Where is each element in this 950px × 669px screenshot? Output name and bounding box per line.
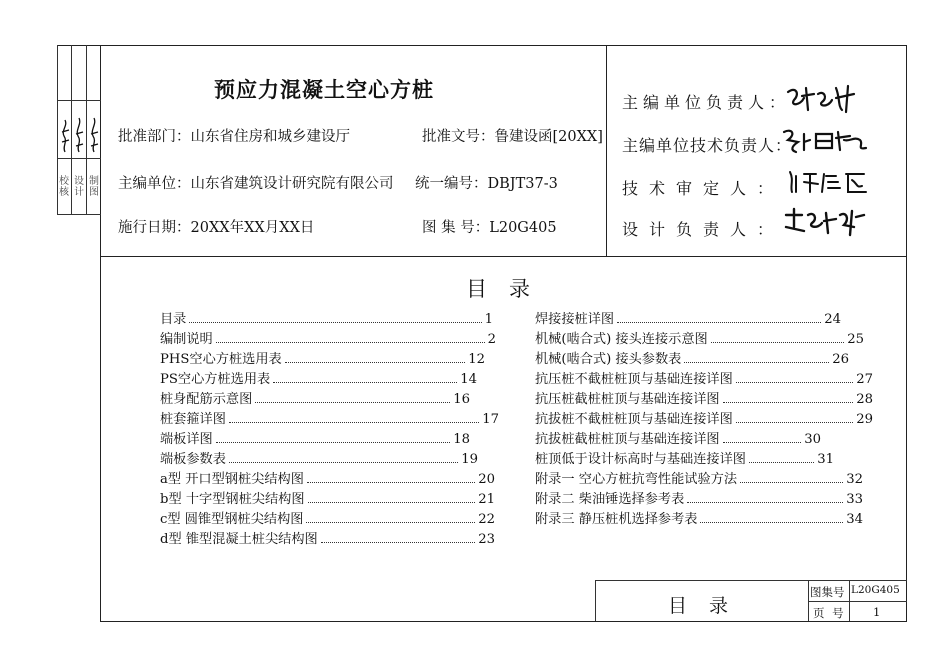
- toc-item-page: 28: [856, 392, 873, 407]
- toc-item-label: 机械(啮合式) 接头连接示意图: [535, 332, 708, 347]
- toc-item-label: 端板参数表: [160, 452, 226, 467]
- toc-item-page: 29: [856, 412, 873, 427]
- toc-item[interactable]: [535, 391, 873, 409]
- toc-item-page: 16: [453, 392, 470, 407]
- toc-leader: [723, 442, 802, 443]
- header-divider: [100, 256, 907, 257]
- toc-item-page: 18: [453, 432, 470, 447]
- toc-item-label: 目录: [160, 312, 187, 327]
- toc-item-page: 34: [846, 512, 863, 527]
- toc-item-page: 20: [478, 472, 495, 487]
- footer-atlas-label: 图集号: [810, 585, 845, 599]
- toc-item[interactable]: [160, 331, 496, 349]
- toc-item-page: 30: [804, 432, 821, 447]
- footer-page-value: 1: [873, 605, 881, 619]
- toc-leader: [736, 422, 853, 423]
- toc-item-label: 附录一 空心方桩抗弯性能试验方法: [535, 472, 738, 487]
- toc-leader: [684, 362, 829, 363]
- resp-chief-unit-label: 主编单位负责人：: [622, 93, 791, 112]
- frame-top: [57, 45, 907, 46]
- toc-item[interactable]: [535, 371, 873, 389]
- toc-leader: [229, 422, 479, 423]
- toc-item-page: 27: [856, 372, 873, 387]
- toc-item[interactable]: [535, 351, 849, 369]
- toc-item-label: b型 十字型钢桩尖结构图: [160, 492, 305, 507]
- toc-item-label: PS空心方桩选用表: [160, 372, 271, 387]
- toc-item-page: 32: [846, 472, 863, 487]
- frame-right: [906, 45, 907, 622]
- toc-item-page: 23: [478, 532, 495, 547]
- toc-item[interactable]: [160, 491, 495, 509]
- toc-item-label: 抗压桩截桩桩顶与基础连接详图: [535, 392, 720, 407]
- toc-leader: [740, 482, 843, 483]
- toc-item-page: 24: [824, 312, 841, 327]
- toc-item-page: 14: [460, 372, 477, 387]
- effective-date: 施行日期：20XX年XX月XX日: [118, 220, 315, 236]
- toc-leader: [189, 322, 481, 323]
- sidebar-row-1: [57, 100, 101, 101]
- toc-item[interactable]: [535, 451, 834, 469]
- toc-item[interactable]: [160, 351, 485, 369]
- toc-leader: [711, 342, 844, 343]
- toc-item-label: d型 锥型混凝土桩尖结构图: [160, 532, 318, 547]
- toc-leader: [273, 382, 457, 383]
- toc-leader: [216, 442, 450, 443]
- toc-item-page: 2: [487, 332, 496, 347]
- footer-top-line: [595, 580, 907, 581]
- sidebar-label-design: 设计: [74, 176, 84, 198]
- toc-leader: [308, 502, 476, 503]
- toc-leader: [229, 462, 458, 463]
- toc-item-page: 1: [484, 312, 493, 327]
- signature-design: [782, 205, 868, 239]
- toc-leader: [687, 502, 843, 503]
- toc-item-label: 抗拔桩截桩桩顶与基础连接详图: [535, 432, 720, 447]
- toc-item-label: a型 开口型钢桩尖结构图: [160, 472, 304, 487]
- toc-item-page: 26: [832, 352, 849, 367]
- toc-leader: [307, 482, 475, 483]
- toc-item-page: 25: [847, 332, 864, 347]
- toc-item-page: 21: [478, 492, 495, 507]
- sidebar-label-check: 校核: [59, 176, 69, 198]
- toc-leader: [321, 542, 476, 543]
- footer-left-line: [595, 580, 596, 621]
- toc-item[interactable]: [160, 411, 499, 429]
- toc-item[interactable]: [160, 391, 470, 409]
- document-title: 预应力混凝土空心方桩: [214, 78, 434, 102]
- unified-no: 统一编号：DBJT37-3: [415, 176, 558, 192]
- approve-dept: 批准部门：山东省住房和城乡建设厅: [118, 129, 350, 145]
- chief-unit: 主编单位：山东省建筑设计研究院有限公司: [118, 176, 394, 192]
- sidebar-row-3: [57, 214, 101, 215]
- toc-item[interactable]: [535, 411, 873, 429]
- frame-bottom: [100, 621, 907, 622]
- toc-leader: [285, 362, 465, 363]
- atlas-no: 图 集 号：L20G405: [422, 220, 557, 236]
- toc-item-label: 焊接接桩详图: [535, 312, 615, 327]
- toc-item-label: PHS空心方桩选用表: [160, 352, 282, 367]
- toc-item[interactable]: [535, 331, 864, 349]
- toc-item-label: 附录三 静压桩机选择参考表: [535, 512, 698, 527]
- resp-review-label: 技术审定人：: [622, 179, 785, 198]
- toc-leader: [617, 322, 821, 323]
- resp-tech-label: 主编单位技术负责人：: [622, 136, 793, 155]
- toc-item[interactable]: [160, 531, 495, 549]
- toc-leader: [723, 402, 854, 403]
- toc-item-label: 桩顶低于设计标高时与基础连接详图: [535, 452, 746, 467]
- toc-leader: [736, 382, 853, 383]
- toc-leader: [306, 522, 475, 523]
- toc-leader: [700, 522, 843, 523]
- signature-tech: [780, 124, 872, 154]
- toc-item[interactable]: [160, 451, 478, 469]
- signature-review: [786, 166, 868, 196]
- toc-item[interactable]: [160, 471, 495, 489]
- toc-leader: [749, 462, 814, 463]
- toc-item[interactable]: [160, 371, 477, 389]
- toc-item-label: 抗压桩不截桩桩顶与基础连接详图: [535, 372, 733, 387]
- toc-item-page: 22: [478, 512, 495, 527]
- approve-doc: 批准文号：鲁建设函[20XX]: [422, 129, 603, 145]
- toc-item-label: 抗拔桩不截桩桩顶与基础连接详图: [535, 412, 733, 427]
- toc-item-label: 桩身配筋示意图: [160, 392, 253, 407]
- resp-design-label: 设计负责人：: [622, 220, 785, 239]
- toc-item-page: 31: [817, 452, 834, 467]
- toc-item-page: 12: [468, 352, 485, 367]
- sidebar-label-draw: 制图: [89, 176, 99, 198]
- toc-item[interactable]: [160, 431, 470, 449]
- toc-item[interactable]: [535, 431, 821, 449]
- sidebar-row-2: [57, 158, 101, 159]
- toc-leader: [216, 342, 485, 343]
- toc-item-page: 19: [461, 452, 478, 467]
- footer-row-line: [808, 601, 907, 602]
- footer-atlas-value: L20G405: [851, 584, 900, 596]
- toc-item-label: 机械(啮合式) 接头参数表: [535, 352, 682, 367]
- toc-leader: [255, 402, 450, 403]
- toc-item-label: 端板详图: [160, 432, 213, 447]
- toc-heading: 目录: [466, 277, 552, 301]
- header-vertical-divider: [606, 45, 607, 257]
- toc-item[interactable]: [535, 471, 863, 489]
- toc-item-label: 附录二 柴油锤选择参考表: [535, 492, 685, 507]
- toc-item-label: 桩套箍详图: [160, 412, 226, 427]
- toc-item-page: 17: [482, 412, 499, 427]
- signature-chief-unit: [782, 80, 864, 116]
- toc-item-label: 编制说明: [160, 332, 213, 347]
- toc-item[interactable]: [535, 311, 841, 329]
- footer-page-label: 页 号: [813, 606, 846, 620]
- toc-item[interactable]: [535, 491, 863, 509]
- toc-item-label: c型 圆锥型钢桩尖结构图: [160, 512, 304, 527]
- footer-title: 目录: [668, 595, 751, 617]
- sidebar-signatures: [58, 112, 100, 156]
- toc-item[interactable]: [160, 511, 495, 529]
- frame-left: [100, 45, 101, 622]
- toc-item[interactable]: [535, 511, 863, 529]
- toc-item[interactable]: [160, 311, 493, 329]
- toc-item-page: 33: [846, 492, 863, 507]
